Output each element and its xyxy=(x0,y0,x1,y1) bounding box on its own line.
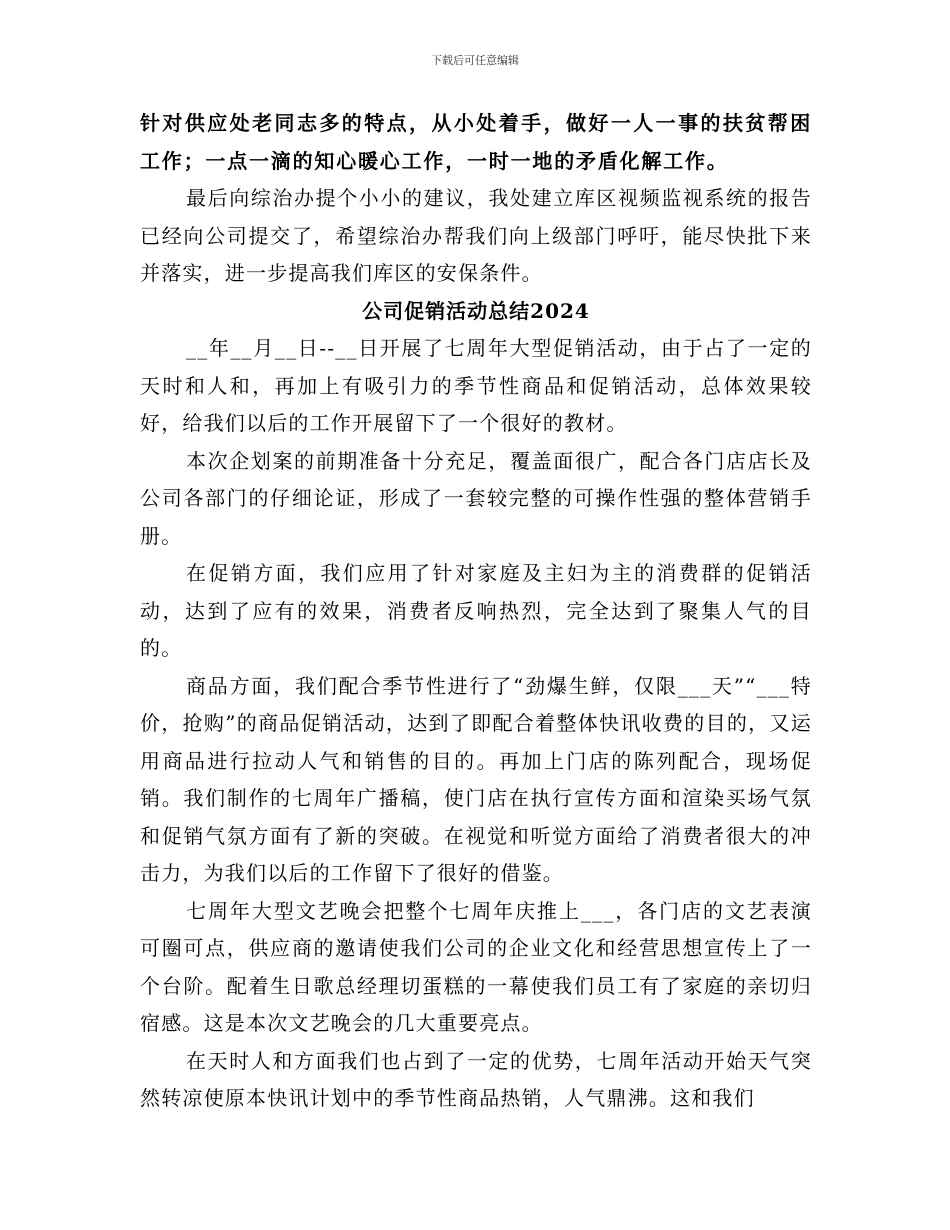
paragraph-5: 七周年大型文艺晚会把整个七周年庆推上___，各门店的文艺表演可圈可点，供应商的邀请使我们公司的企业文化和经营思想宣传上了一个台阶。配着生日歌总经理切蛋糕的一幕使我们员工有了家庭的亲切归宿感。这是本次文艺晚会的几大重要亮点。 xyxy=(140,898,812,1035)
paragraph-2: 本次企划案的前期准备十分充足，覆盖面很广，配合各门店店长及公司各部门的仔细论证，形成了一套较完整的可操作性强的整体营销手册。 xyxy=(140,448,812,548)
paragraph-1: __年__月__日--__日开展了七周年大型促销活动，由于占了一定的天时和人和，再加上有吸引力的季节性商品和促销活动，总体效果较好，给我们以后的工作开展留下了一个很好的教材。 xyxy=(140,336,812,435)
suggestion-paragraph: 最后向综治办提个小小的建议，我处建立库区视频监视系统的报告已经向公司提交了，希望综治办帮我们向上级部门呼吁，能尽快批下来并落实，进一步提高我们库区的安保条件。 xyxy=(140,186,812,285)
page-header: 下载后可任意编辑 xyxy=(431,54,519,67)
section-title: 公司促销活动总结2024 xyxy=(362,298,590,323)
paragraph-3: 在促销方面，我们应用了针对家庭及主妇为主的消费群的促销活动，达到了应有的效果，消费者反响热烈，完全达到了聚集人气的目的。 xyxy=(140,561,812,660)
paragraph-4: 商品方面，我们配合季节性进行了“劲爆生鲜，仅限___天”“___特价，抢购”的商品促销活动，达到了即配合着整体快讯收费的目的，又运用商品进行拉动人气和销售的目的。再加上门店的陈列配合，现场促销。我们制作的七周年广播稿，使门店在执行宣传方面和渲染买场气氛和促销气氛方面有了新的突破。在视觉和听觉方面给了消费者很大的冲击力，为我们以后的工作留下了很好的借鉴。 xyxy=(140,673,812,885)
document-body xyxy=(140,105,812,1118)
intro-paragraph: 针对供应处老同志多的特点，从小处着手，做好一人一事的扶贫帮困工作；一点一滴的知心暖心工作，一时一地的矛盾化解工作。 xyxy=(140,111,812,173)
paragraph-6: 在天时人和方面我们也占到了一定的优势，七周年活动开始天气突然转凉使原本快讯计划中的季节性商品热销，人气鼎沸。这和我们 xyxy=(140,1048,812,1110)
